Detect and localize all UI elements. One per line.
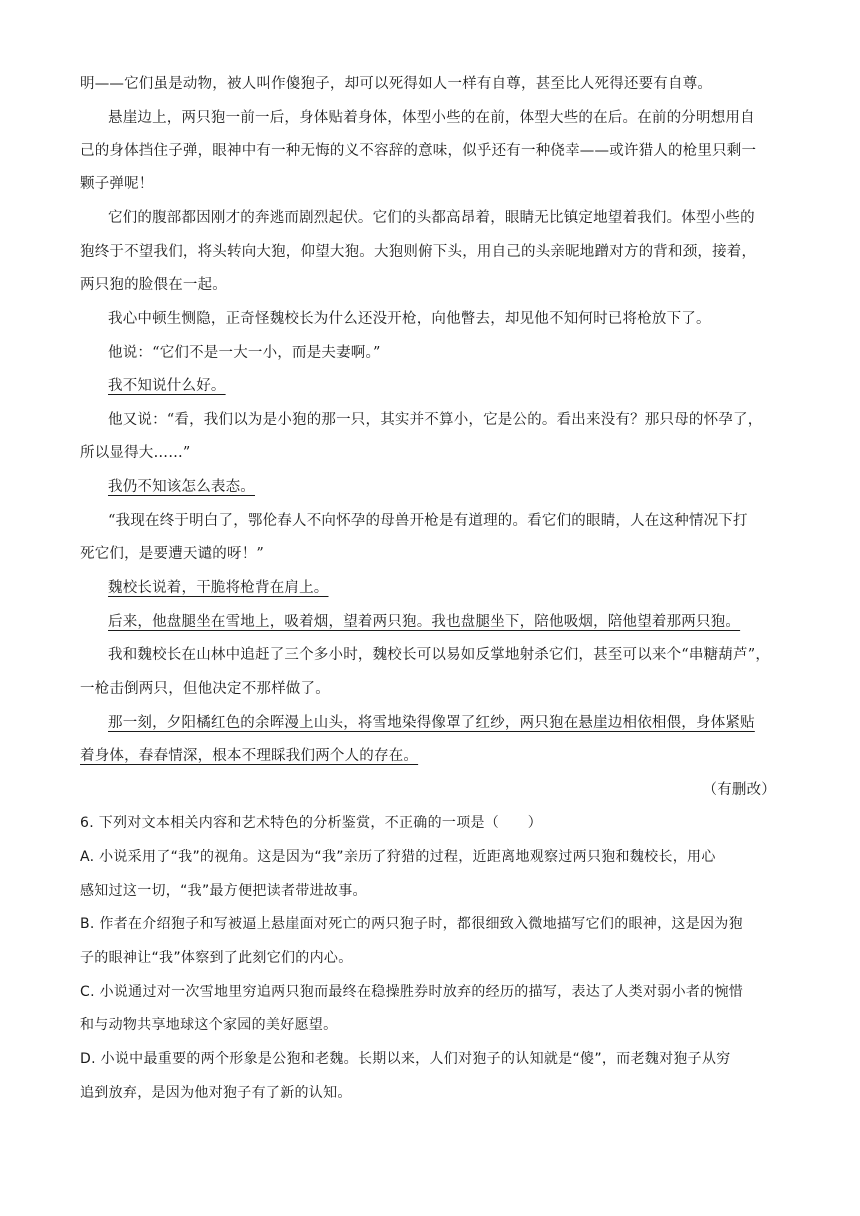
story-line: 我和魏校长在山林中追赶了三个多小时，魏校长可以易如反掌地射杀它们，甚至可以来个“串糖葫芦”，: [108, 647, 771, 663]
story-line-underlined: 魏校长说着，干脆将枪背在肩上。: [108, 580, 329, 596]
story-line: 他说：“它们不是一大一小，而是夫妻啊。”: [108, 345, 381, 361]
option-b-cont: 子的眼神让“我”体察到了此刻它们的内心。: [80, 950, 353, 966]
option-d-cont: 追到放弃，是因为他对狍子有了新的认知。: [80, 1085, 352, 1101]
option-a-cont: 感知过这一切，“我”最方便把读者带进故事。: [80, 883, 367, 899]
story-line: “我现在终于明白了，鄂伦春人不向怀孕的母兽开枪是有道理的。看它们的眼睛，人在这种情况下打: [108, 513, 748, 529]
story-line-underlined: 那一刻，夕阳橘红色的余晖漫上山头，将雪地染得像罩了红纱，两只狍在悬崖边相依相偎，身体紧贴: [108, 715, 755, 731]
story-line: 我心中顿生恻隐，正奇怪魏校长为什么还没开枪，向他瞥去，却见他不知何时已将枪放下了。: [108, 311, 711, 327]
option-b: B. 作者在介绍狍子和写被逼上悬崖面对死亡的两只狍子时，都很细致入微地描写它们的眼神，这是因为狍: [80, 916, 743, 932]
story-line: 他又说：“看，我们以为是小狍的那一只，其实并不算小，它是公的。看出来没有？那只母的怀孕了，: [108, 412, 763, 428]
story-line: 狍终于不望我们，将头转向大狍，仰望大狍。大狍则俯下头，用自己的头亲昵地蹭对方的背和颈，接着，: [80, 244, 757, 260]
story-line-underlined: 后来，他盘腿坐在雪地上，吸着烟，望着两只狍。我也盘腿坐下，陪他吸烟，陪他望着那两只狍。: [108, 614, 741, 630]
story-line: 颗子弹呢！: [80, 176, 154, 192]
story-line: 它们的腹部都因刚才的奔逃而剧烈起伏。它们的头都高昂着，眼睛无比镇定地望着我们。体型小些的: [108, 210, 755, 226]
story-line-underlined: 我不知说什么好。: [108, 378, 226, 394]
story-line: 所以显得大……”: [80, 445, 191, 461]
story-line: 一枪击倒两只，但他决定不那样做了。: [80, 681, 330, 697]
option-c: C. 小说通过对一次雪地里穷追两只狍而最终在稳操胜券时放弃的经历的描写，表达了人类对弱小者的惋惜: [80, 984, 744, 1000]
story-line: 两只狍的脸偎在一起。: [80, 277, 227, 293]
question-stem: 6. 下列对文本相关内容和艺术特色的分析鉴赏，不正确的一项是（ ）: [80, 815, 543, 831]
story-line-underlined: 我仍不知该怎么表态。: [108, 479, 255, 495]
option-a: A. 小说采用了“我”的视角。这是因为“我”亲历了狩猎的过程，近距离地观察过两只狍和魏校长，用心: [80, 849, 716, 865]
story-line: 己的身体挡住子弹，眼神中有一种无悔的义不容辞的意味，似乎还有一种侥幸——或许猎人的枪里只剩一: [80, 143, 757, 159]
source-note: （有删改）: [702, 782, 776, 798]
story-line: 明——它们虽是动物，被人叫作傻狍子，却可以死得如人一样有自尊，甚至比人死得还要有自尊。: [80, 76, 713, 92]
story-line: 悬崖边上，两只狍一前一后，身体贴着身体，体型小些的在前，体型大些的在后。在前的分明想用自: [108, 110, 755, 126]
option-c-cont: 和与动物共享地球这个家园的美好愿望。: [80, 1017, 338, 1033]
option-d: D. 小说中最重要的两个形象是公狍和老魏。长期以来，人们对狍子的认知就是“傻”，而老魏对狍子从穷: [80, 1051, 731, 1067]
story-line: 死它们，是要遭天谴的呀！”: [80, 546, 265, 562]
story-line-underlined: 着身体，春春情深，根本不理睬我们两个人的存在。: [80, 748, 419, 764]
